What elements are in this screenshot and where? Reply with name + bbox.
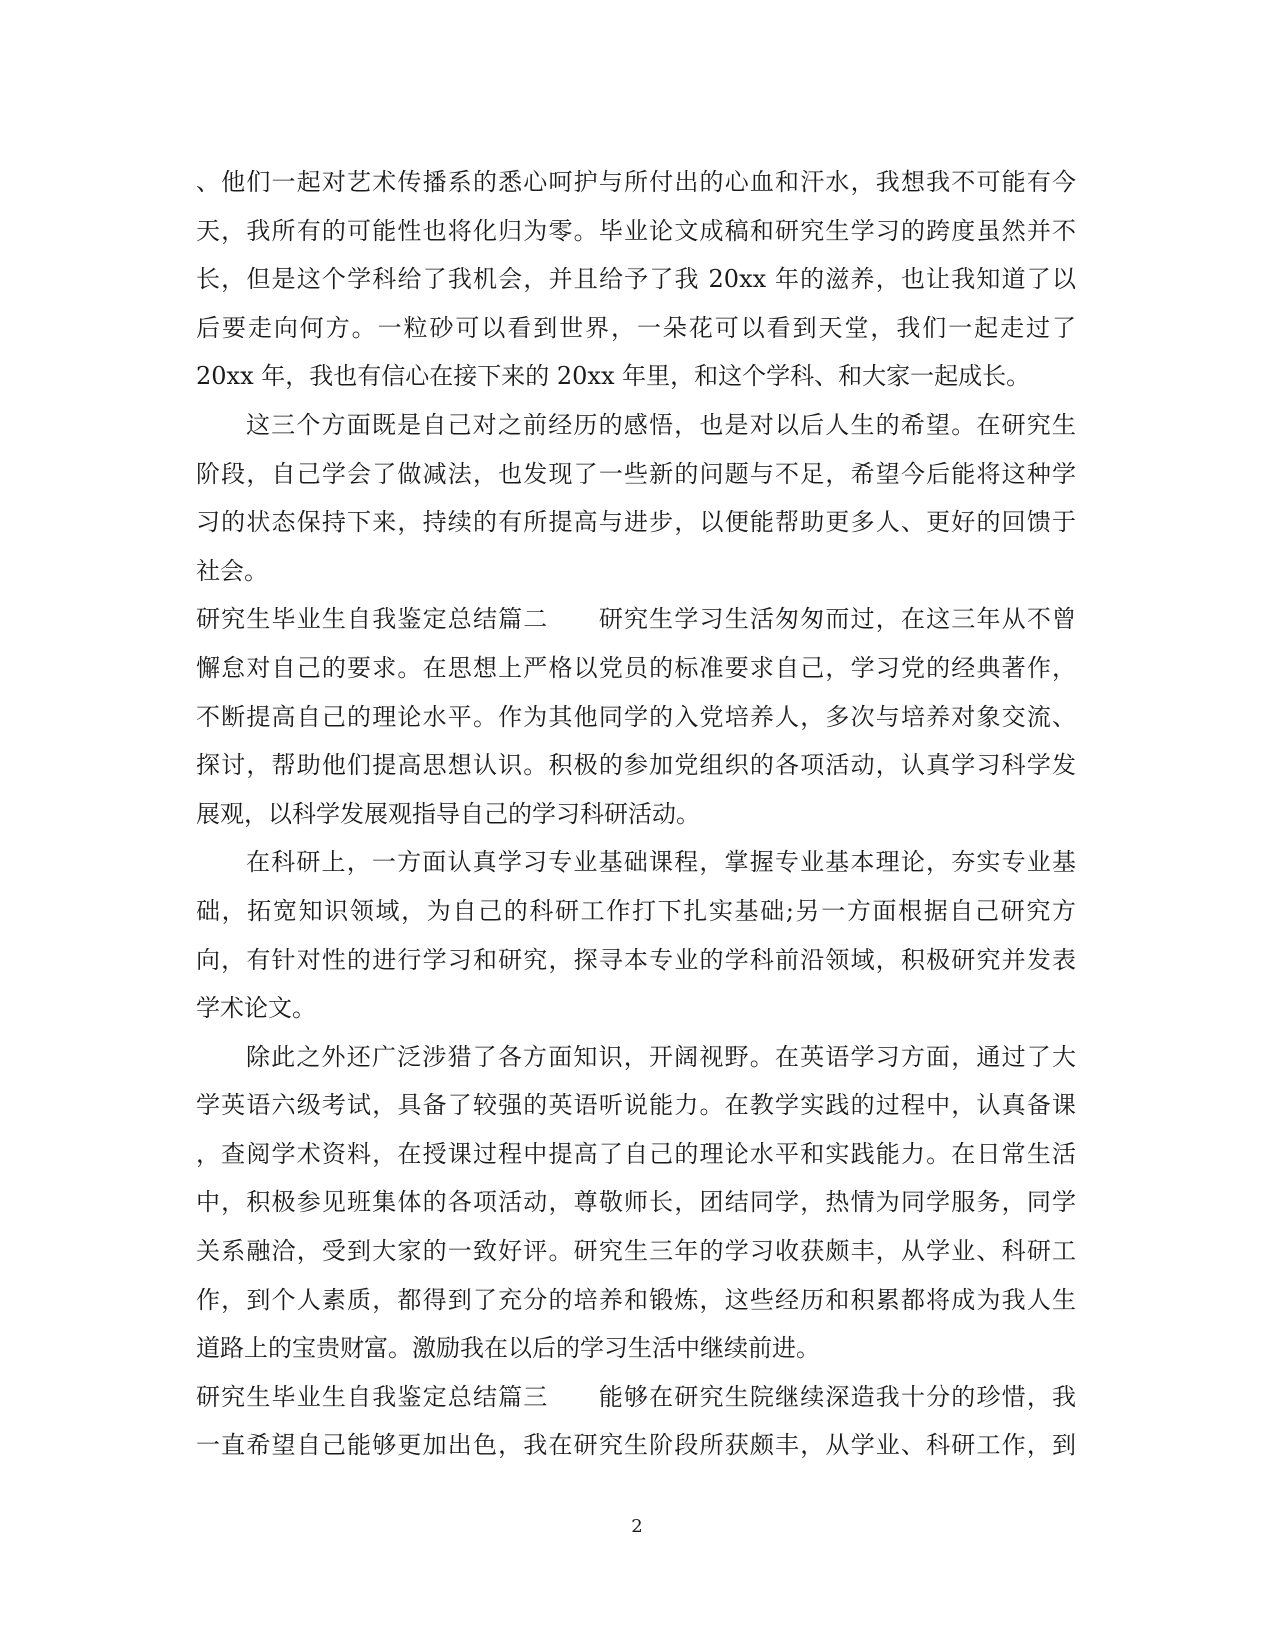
text-line: 懈怠对自己的要求。在思想上严格以党员的标准要求自己，学习党的经典著作， [196, 653, 1076, 682]
text-line: 、他们一起对艺术传播系的悉心呵护与所付出的心血和汗水，我想我不可能有今 [196, 168, 1076, 196]
text-line: 向，有针对性的进行学习和研究，探寻本专业的学科前沿领域，积极研究并发表 [196, 945, 1076, 974]
text-line: 中，积极参见班集体的各项活动，尊敬师长，团结同学，热情为同学服务，同学 [196, 1188, 1076, 1217]
text-line: ，查阅学术资料，在授课过程中提高了自己的理论水平和实践能力。在日常生活 [196, 1139, 1076, 1168]
text-line: 20xx 年，我也有信心在接下来的 20xx 年里，和这个学科、和大家一起成长。 [196, 362, 1031, 391]
text-line: 道路上的宝贵财富。激励我在以后的学习生活中继续前进。 [196, 1334, 820, 1363]
text-line: 一直希望自己能够更加出色，我在研究生阶段所获颇丰，从学业、科研工作，到 [196, 1431, 1076, 1460]
section-heading-line: 研究生毕业生自我鉴定总结篇三 能够在研究生院继续深造我十分的珍惜，我 [196, 1382, 1076, 1411]
text-line: 学英语六级考试，具备了较强的英语听说能力。在教学实践的过程中，认真备课 [196, 1091, 1076, 1120]
text-line: 长，但是这个学科给了我机会，并且给予了我 20xx 年的滋养，也让我知道了以 [196, 265, 1076, 294]
text-line: 社会。 [196, 556, 268, 585]
text-line: 后要走向何方。一粒砂可以看到世界，一朵花可以看到天堂，我们一起走过了 [196, 313, 1076, 342]
document-body [196, 158, 1076, 1470]
text-line: 学术论文。 [196, 994, 316, 1023]
text-line: 不断提高自己的理论水平。作为其他同学的入党培养人，多次与培养对象交流、 [196, 702, 1076, 731]
text-line: 展观，以科学发展观指导自己的学习科研活动。 [196, 799, 700, 828]
text-line: 在科研上，一方面认真学习专业基础课程，掌握专业基本理论，夯实专业基 [246, 848, 1076, 877]
text-line: 习的状态保持下来，持续的有所提高与进步，以便能帮助更多人、更好的回馈于 [196, 508, 1076, 537]
page-number: 2 [631, 1516, 643, 1537]
text-line: 除此之外还广泛涉猎了各方面知识，开阔视野。在英语学习方面，通过了大 [246, 1042, 1076, 1071]
text-line: 础，拓宽知识领域，为自己的科研工作打下扎实基础;另一方面根据自己研究方 [196, 896, 1076, 925]
text-line: 阶段，自己学会了做减法，也发现了一些新的问题与不足，希望今后能将这种学 [196, 459, 1076, 488]
text-line: 天，我所有的可能性也将化归为零。毕业论文成稿和研究生学习的跨度虽然并不 [196, 216, 1076, 245]
text-line: 探讨，帮助他们提高思想认识。积极的参加党组织的各项活动，认真学习科学发 [196, 751, 1076, 780]
text-line: 作，到个人素质，都得到了充分的培养和锻炼，这些经历和积累都将成为我人生 [196, 1285, 1076, 1314]
text-line: 这三个方面既是自己对之前经历的感悟，也是对以后人生的希望。在研究生 [246, 410, 1076, 439]
text-line: 关系融洽，受到大家的一致好评。研究生三年的学习收获颇丰，从学业、科研工 [196, 1237, 1076, 1266]
section-heading-line: 研究生毕业生自我鉴定总结篇二 研究生学习生活匆匆而过，在这三年从不曾 [196, 605, 1076, 634]
